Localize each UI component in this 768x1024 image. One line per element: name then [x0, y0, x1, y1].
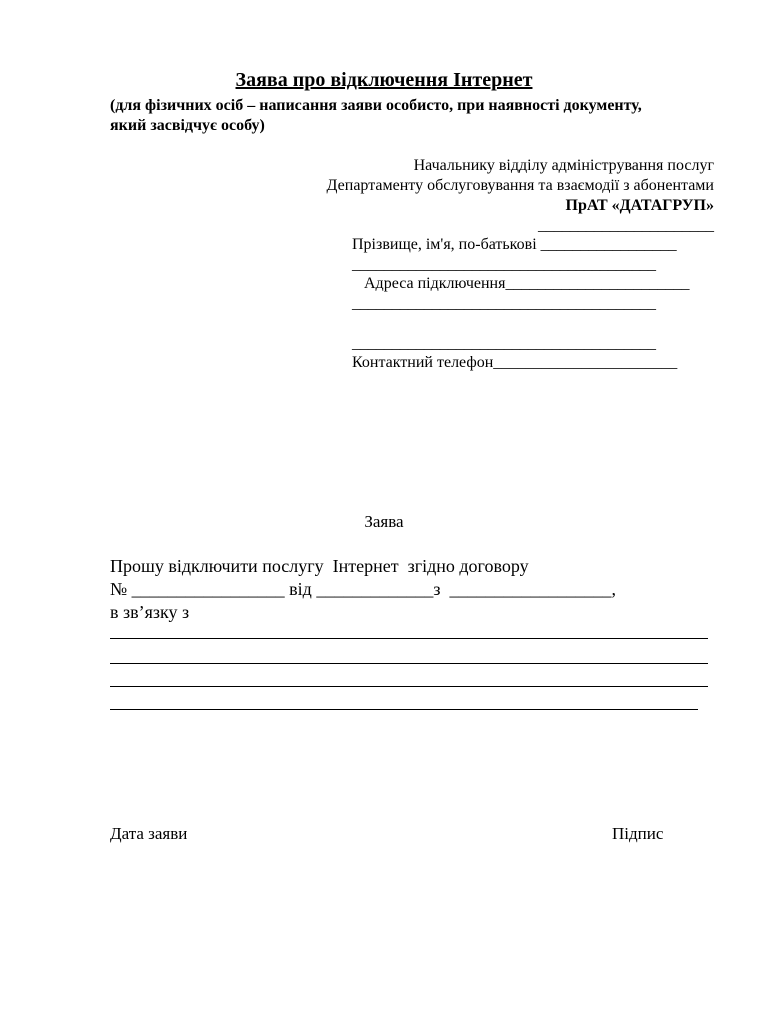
reason-rule-2 [110, 663, 708, 664]
blank-line-b: ______________________________________ [352, 295, 656, 312]
contract-number-line: № _________________ від _____________з __________________, [110, 579, 616, 599]
reason-rule-3 [110, 686, 708, 687]
subtitle-line-1: (для фізичних осіб – написання заяви особисто, при наявності документу, [110, 97, 642, 114]
addressee-line-1: Начальнику відділу адміністрування послуг [413, 157, 714, 174]
request-line-1: Прошу відключити послугу Інтернет згідно договору [110, 556, 529, 576]
reason-rule-1 [110, 638, 708, 639]
reason-rule-4 [110, 709, 698, 710]
blank-line-a: ______________________________________ [352, 256, 656, 273]
document-title: Заява про відключення Інтернет [235, 69, 533, 91]
phone-field: Контактний телефон_______________________ [352, 354, 678, 371]
full-name-field: Прізвище, ім'я, по-батькові _________________ [352, 236, 677, 253]
signature-label: Підпис [612, 824, 664, 843]
date-label: Дата заяви [110, 824, 188, 843]
subtitle-line-2: який засвідчує особу) [110, 117, 265, 134]
addressee-blank: ______________________ [538, 217, 714, 234]
address-field: Адреса підключення_______________________ [352, 275, 690, 292]
addressee-company: ПрАТ «ДАТАГРУП» [565, 197, 714, 214]
blank-line-c: ______________________________________ [352, 335, 656, 352]
reason-label: в зв’язку з [110, 602, 190, 622]
addressee-line-2: Департаменту обслуговування та взаємодії з абонентами [326, 177, 714, 194]
statement-heading: Заява [364, 512, 404, 531]
